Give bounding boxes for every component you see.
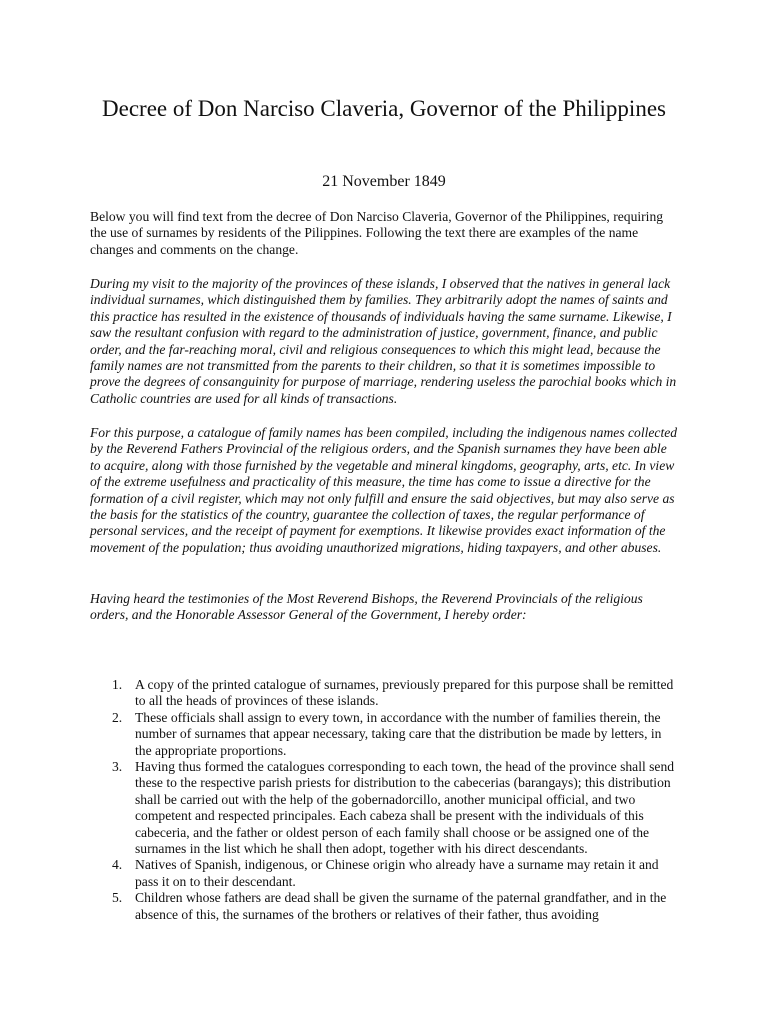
document-title: Decree of Don Narciso Claveria, Governor of the Philippines <box>102 96 666 121</box>
list-item-number: 1. <box>112 677 123 692</box>
list-item <box>90 857 680 890</box>
list-item <box>90 710 680 759</box>
document-date: 21 November 1849 <box>322 173 446 190</box>
list-item-text: Children whose fathers are dead shall be given the surname of the paternal grandfather, and in the absence of this, the surnames of the brothers or relatives of their father, thus avoiding <box>135 890 667 922</box>
intro-paragraph: Below you will find text from the decree of Don Narciso Claveria, Governor of the Philippines, requiring the use of surnames by residents of the Pilippines. Following the text there are examples of the name changes and comments on the change. <box>90 209 664 257</box>
list-item-number: 3. <box>112 759 123 775</box>
list-item-number: 2. <box>112 709 123 725</box>
decree-paragraph-2: For this purpose, a catalogue of family names has been compiled, including the indigenous names collected by the Reverend Fathers Provincial of the religious orders, and the Spanish surnames they have been able to acquire, along with those furnished by the vegetable and mineral kingdoms, geography, arts, etc. In view of the extreme usefulness and practicality of this measure, the time has come to issue a directive for the formation of a civil register, which may not only fulfill and ensure the said objectives, but may also serve as the basis for the statistics of the country, guarantee the collection of taxes, the regular performance of personal services, and the receipt of payment for exemptions. It likewise provides exact information of the movement of the population; thus avoiding unauthorized migrations, hiding taxpayers, and other abuses. <box>90 425 678 555</box>
list-item-text: Having thus formed the catalogues corresponding to each town, the head of the province shall send these to the respective parish priests for distribution to the cabecerias (barangays); this distribution shall be carried out with the help of the gobernadorcillo, another municipal official, and two competent and respected principales. Each cabeza shall be present with the individuals of this cabeceria, and the father or oldest person of each family shall choose or be assigned one of the surnames in the list which he shall then adopt, together with his direct descendants. <box>135 759 675 857</box>
list-item-text: Natives of Spanish, indigenous, or Chinese origin who already have a surname may retain it and pass it on to their descendant. <box>135 857 659 889</box>
list-item-number: 5. <box>112 890 123 906</box>
list-item-number: 4. <box>112 857 123 873</box>
list-item-text: These officials shall assign to every town, in accordance with the number of families therein, the number of surnames that appear necessary, taking care that the distribution be made by letters, in the appropriate proportions. <box>135 709 662 758</box>
list-item <box>90 890 680 923</box>
decree-paragraph-1: During my visit to the majority of the provinces of these islands, I observed that the natives in general lack individual surnames, which distinguished them by families. They arbitrarily adopt the names of saints and this practice has resulted in the existence of thousands of individuals having the same surname. Likewise, I saw the resultant confusion with regard to the administration of justice, government, finance, and public order, and the far-reaching moral, civil and religious consequences to which this might lead, because the family names are not transmitted from the parents to their children, so that it is sometimes impossible to prove the degrees of consanguinity for purpose of marriage, rendering useless the parochial books which in Catholic countries are used for all kinds of transactions. <box>90 276 677 406</box>
list-item-text: A copy of the printed catalogue of surnames, previously prepared for this purpose shall be remitted to all the heads of provinces of these islands. <box>135 677 674 709</box>
decree-paragraph-3: Having heard the testimonies of the Most Reverend Bishops, the Reverend Provincials of the religious orders, and the Honorable Assessor General of the Government, I hereby order: <box>90 591 643 623</box>
list-item <box>90 759 680 857</box>
list-item <box>90 677 680 710</box>
order-list <box>90 677 680 923</box>
